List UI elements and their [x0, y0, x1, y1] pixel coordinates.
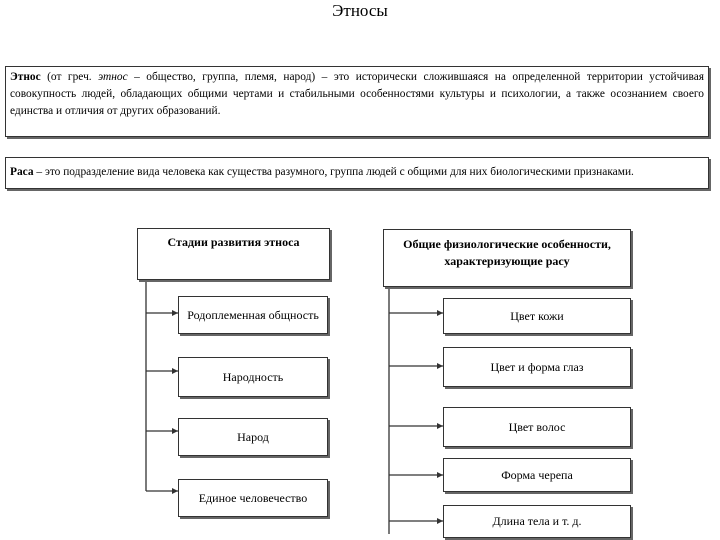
race-features-header-line2: характеризующие расу	[444, 254, 570, 268]
feature-node	[443, 298, 631, 334]
race-features-header-box	[383, 229, 631, 287]
feature-label: Цвет волос	[508, 419, 566, 434]
race-term: Раса	[10, 166, 34, 178]
feature-label: Цвет и форма глаз	[490, 359, 584, 374]
ethnos-def-part1: (от греч.	[40, 71, 99, 83]
ethnos-def-part2: – общество, группа, племя, народ) – это исторически сложившаяся на определенной территории устойчивая совокупность людей, обладающих общими чертами и стабильными особенностями культуры и психологии, а также осознанием своего единства и отличия от других образований.	[10, 71, 704, 117]
feature-node	[443, 458, 631, 492]
feature-node	[443, 505, 631, 538]
page-title: Этносы	[332, 1, 388, 20]
ethnos-term: Этнос	[10, 71, 41, 83]
feature-label: Цвет кожи	[510, 308, 564, 323]
stage-label: Единое человечество	[198, 490, 308, 505]
ethnos-greek-word: этнос	[98, 71, 128, 83]
stage-node	[178, 479, 328, 517]
stage-label: Родоплеменная общность	[187, 307, 319, 322]
feature-label: Длина тела и т. д.	[492, 514, 582, 528]
stage-node	[178, 418, 328, 456]
feature-node	[443, 347, 631, 387]
stages-header-box	[137, 228, 330, 280]
feature-node	[443, 407, 631, 447]
feature-label: Форма черепа	[501, 467, 573, 482]
stage-node	[178, 296, 328, 334]
stage-node	[178, 357, 328, 397]
race-features-header-line1: Общие физиологические особенности,	[403, 237, 611, 251]
stage-label: Народ	[237, 429, 269, 444]
stage-label: Народность	[222, 369, 284, 384]
stages-header: Стадии развития этноса	[167, 235, 300, 249]
race-def-text: – это подразделение вида человека как существа разумного, группа людей с общими для них биологическими признаками.	[33, 166, 634, 178]
